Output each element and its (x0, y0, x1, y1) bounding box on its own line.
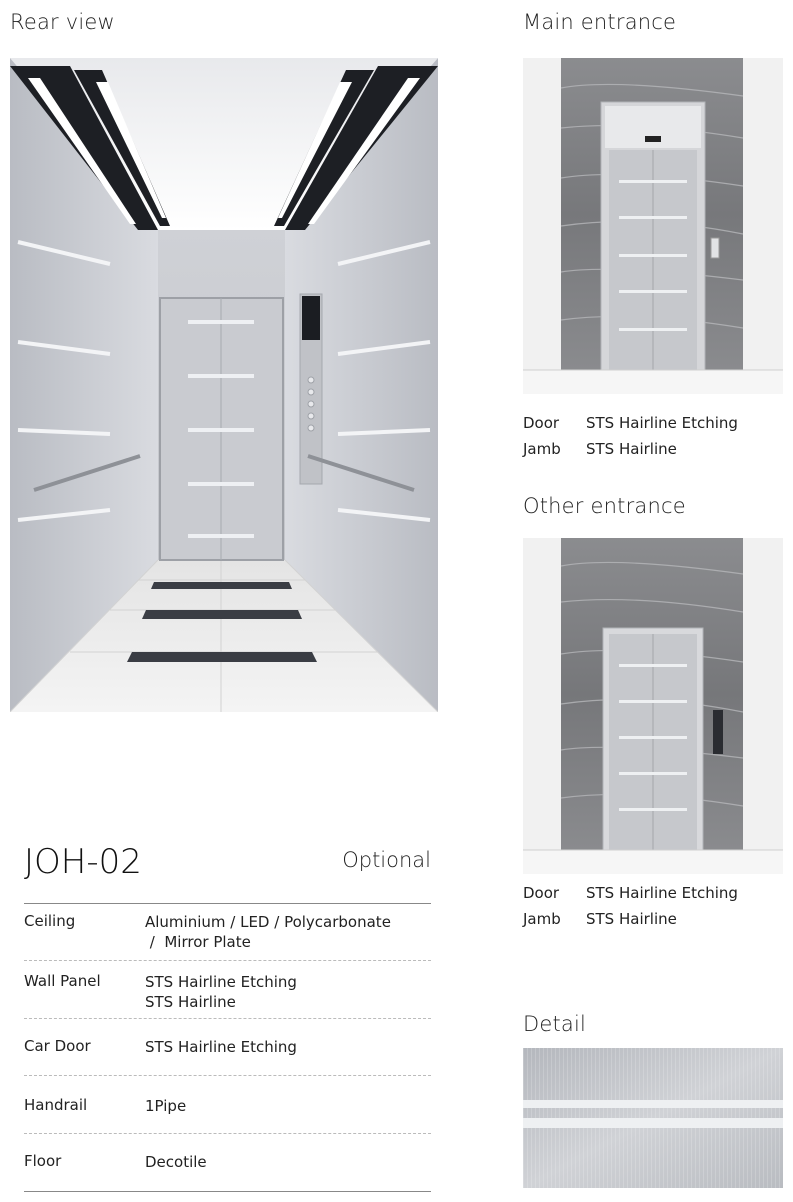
other-entrance-image (523, 538, 783, 874)
spec-value: STS Hairline Etching (145, 1038, 297, 1056)
detail-title: Detail (523, 1012, 587, 1036)
spec-value: STS Hairline (586, 440, 677, 458)
spec-row-handrail (24, 1076, 431, 1134)
spec-row-car-door (24, 1019, 431, 1076)
spec-value: Decotile (145, 1153, 207, 1171)
spec-label: Door (523, 414, 560, 432)
spec-value: STS Hairline Etching (586, 414, 738, 432)
spec-value-line: / Mirror Plate (145, 933, 251, 951)
spec-value (145, 912, 391, 952)
spec-row (523, 910, 738, 936)
main-entrance-image (523, 58, 783, 394)
spec-value-line: STS Hairline Etching (145, 973, 297, 991)
spec-row (523, 884, 738, 910)
spec-row (523, 440, 738, 466)
spec-row-ceiling (24, 904, 431, 961)
spec-value: 1Pipe (145, 1097, 187, 1115)
spec-value: STS Hairline Etching (586, 884, 738, 902)
spec-label: Door (523, 884, 560, 902)
spec-label: Handrail (24, 1096, 88, 1114)
spec-label: Jamb (523, 910, 561, 928)
main-entrance-title: Main entrance (523, 10, 677, 34)
rear-view-image (10, 58, 438, 712)
spec-label: Car Door (24, 1037, 91, 1055)
spec-row-floor (24, 1134, 431, 1192)
spec-label: Jamb (523, 440, 561, 458)
spec-row-wall-panel (24, 961, 431, 1019)
spec-value-line: STS Hairline (145, 993, 236, 1011)
model-name: JOH-02 (24, 842, 142, 882)
main-entrance-specs (523, 414, 738, 466)
optional-label: Optional (342, 848, 431, 872)
spec-row (523, 414, 738, 440)
spec-label: Wall Panel (24, 972, 101, 990)
other-entrance-specs (523, 884, 738, 936)
rear-view-title: Rear view (10, 10, 115, 34)
model-spec-table (24, 903, 431, 1192)
other-entrance-title: Other entrance (523, 494, 686, 518)
spec-value-line: Aluminium / LED / Polycarbonate (145, 913, 391, 931)
spec-value: STS Hairline (586, 910, 677, 928)
spec-label: Ceiling (24, 912, 76, 930)
spec-label: Floor (24, 1152, 62, 1170)
spec-value (145, 972, 297, 1012)
detail-image (523, 1048, 783, 1188)
